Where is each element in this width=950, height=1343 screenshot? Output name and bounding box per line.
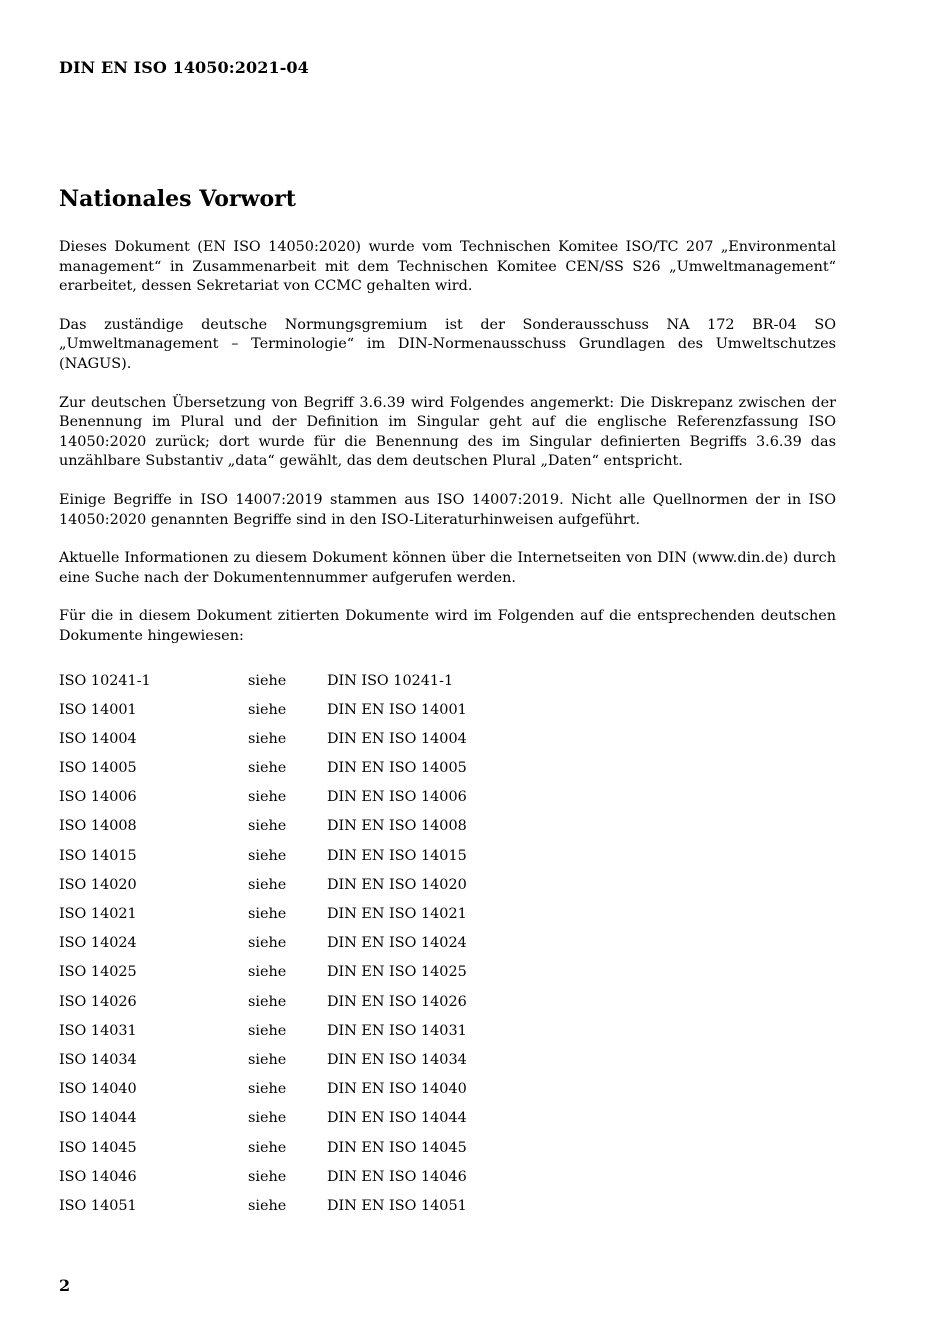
paragraph: Aktuelle Informationen zu diesem Dokument können über die Internetseiten von DIN (www.din.de) durch eine Suche nach der Dokumentennummer aufgerufen werden.	[59, 550, 836, 586]
din-reference: DIN EN ISO 14051	[327, 1197, 467, 1214]
see-label: siehe	[248, 701, 287, 718]
din-reference: DIN EN ISO 14006	[327, 789, 467, 806]
see-label: siehe	[248, 993, 287, 1010]
din-reference: DIN EN ISO 14020	[327, 876, 467, 893]
iso-reference: ISO 14005	[59, 760, 137, 777]
iso-reference: ISO 14051	[59, 1197, 137, 1214]
table-row	[59, 876, 836, 905]
din-reference: DIN EN ISO 14008	[327, 818, 467, 835]
din-reference: DIN EN ISO 14005	[327, 760, 467, 777]
din-reference: DIN EN ISO 14046	[327, 1168, 467, 1185]
din-reference: DIN EN ISO 14015	[327, 847, 467, 864]
see-label: siehe	[248, 1081, 287, 1098]
din-reference: DIN EN ISO 14040	[327, 1081, 467, 1098]
din-reference: DIN EN ISO 14024	[327, 935, 467, 952]
iso-reference: ISO 14004	[59, 730, 137, 747]
see-label: siehe	[248, 876, 287, 893]
table-row	[59, 759, 836, 788]
iso-reference: ISO 10241-1	[59, 672, 151, 689]
document-body	[59, 238, 836, 1226]
see-label: siehe	[248, 847, 287, 864]
table-row	[59, 934, 836, 963]
reference-table	[59, 672, 836, 1227]
din-reference: DIN ISO 10241-1	[327, 672, 454, 689]
table-row	[59, 1139, 836, 1168]
paragraph: Für die in diesem Dokument zitierten Dokumente wird im Folgenden auf die entsprechenden deutschen Dokumente hingewiesen:	[59, 608, 836, 644]
din-reference: DIN EN ISO 14026	[327, 993, 467, 1010]
iso-reference: ISO 14045	[59, 1139, 137, 1156]
din-reference: DIN EN ISO 14001	[327, 701, 467, 718]
table-row	[59, 701, 836, 730]
din-reference: DIN EN ISO 14034	[327, 1051, 467, 1068]
see-label: siehe	[248, 789, 287, 806]
table-row	[59, 1022, 836, 1051]
din-reference: DIN EN ISO 14025	[327, 964, 467, 981]
table-row	[59, 1168, 836, 1197]
table-row	[59, 730, 836, 759]
iso-reference: ISO 14044	[59, 1110, 137, 1127]
table-row	[59, 847, 836, 876]
see-label: siehe	[248, 906, 287, 922]
iso-reference: ISO 14008	[59, 818, 137, 835]
iso-reference: ISO 14025	[59, 964, 137, 981]
table-row	[59, 1197, 836, 1226]
paragraph: Dieses Dokument (EN ISO 14050:2020) wurde vom Technischen Komitee ISO/TC 207 „Environmental management“ in Zusammenarbeit mit dem Technischen Komitee CEN/SS S26 „Umweltmanagement“ erarbeitet, dessen Sekretariat von CCMC gehalten wird.	[59, 239, 836, 295]
iso-reference: ISO 14046	[59, 1168, 137, 1185]
see-label: siehe	[248, 1022, 287, 1039]
see-label: siehe	[248, 935, 287, 952]
see-label: siehe	[248, 1051, 287, 1068]
page-number: 2	[59, 1276, 71, 1295]
table-row	[59, 963, 836, 992]
din-reference: DIN EN ISO 14044	[327, 1110, 467, 1127]
table-row	[59, 905, 836, 934]
see-label: siehe	[248, 730, 287, 747]
din-reference: DIN EN ISO 14021	[327, 906, 467, 922]
din-reference: DIN EN ISO 14031	[327, 1022, 467, 1039]
see-label: siehe	[248, 1197, 287, 1214]
iso-reference: ISO 14020	[59, 876, 137, 893]
table-row	[59, 1051, 836, 1080]
see-label: siehe	[248, 1139, 287, 1156]
table-row	[59, 1080, 836, 1109]
iso-reference: ISO 14021	[59, 906, 137, 922]
see-label: siehe	[248, 760, 287, 777]
page-title: Nationales Vorwort	[59, 186, 296, 212]
din-reference: DIN EN ISO 14004	[327, 730, 467, 747]
iso-reference: ISO 14040	[59, 1081, 137, 1098]
see-label: siehe	[248, 1168, 287, 1185]
document-header: DIN EN ISO 14050:2021-04	[59, 58, 309, 77]
see-label: siehe	[248, 1110, 287, 1127]
iso-reference: ISO 14031	[59, 1022, 137, 1039]
table-row	[59, 672, 836, 701]
din-reference: DIN EN ISO 14045	[327, 1139, 467, 1156]
see-label: siehe	[248, 818, 287, 835]
table-row	[59, 817, 836, 846]
iso-reference: ISO 14015	[59, 847, 137, 864]
table-row	[59, 993, 836, 1022]
iso-reference: ISO 14034	[59, 1051, 137, 1068]
paragraph: Das zuständige deutsche Normungsgremium ist der Sonderausschuss NA 172 BR-04 SO „Umweltmanagement – Terminologie“ im DIN-Normenausschuss Grundlagen des Umweltschutzes (NAGUS).	[59, 316, 836, 372]
see-label: siehe	[248, 672, 287, 689]
see-label: siehe	[248, 964, 287, 981]
iso-reference: ISO 14001	[59, 701, 137, 718]
table-row	[59, 1109, 836, 1138]
paragraph: Einige Begriffe in ISO 14007:2019 stammen aus ISO 14007:2019. Nicht alle Quellnormen der in ISO 14050:2020 genannten Begriffe sind in den ISO-Literaturhinweisen aufgeführt.	[59, 491, 836, 528]
table-row	[59, 788, 836, 817]
iso-reference: ISO 14024	[59, 935, 137, 952]
iso-reference: ISO 14006	[59, 789, 137, 806]
iso-reference: ISO 14026	[59, 993, 137, 1010]
paragraph: Zur deutschen Übersetzung von Begriff 3.6.39 wird Folgendes angemerkt: Die Diskrepanz zwischen der Benennung im Plural und der Definition im Singular geht auf die englische Referenzfassung ISO 14050:2020 zurück; dort wurde für die Benennung des im Singular definierten Begriffs 3.6.39 das unzählbare Substantiv „data“ gewählt, das dem deutschen Plural „Daten“ entspricht.	[59, 394, 836, 470]
